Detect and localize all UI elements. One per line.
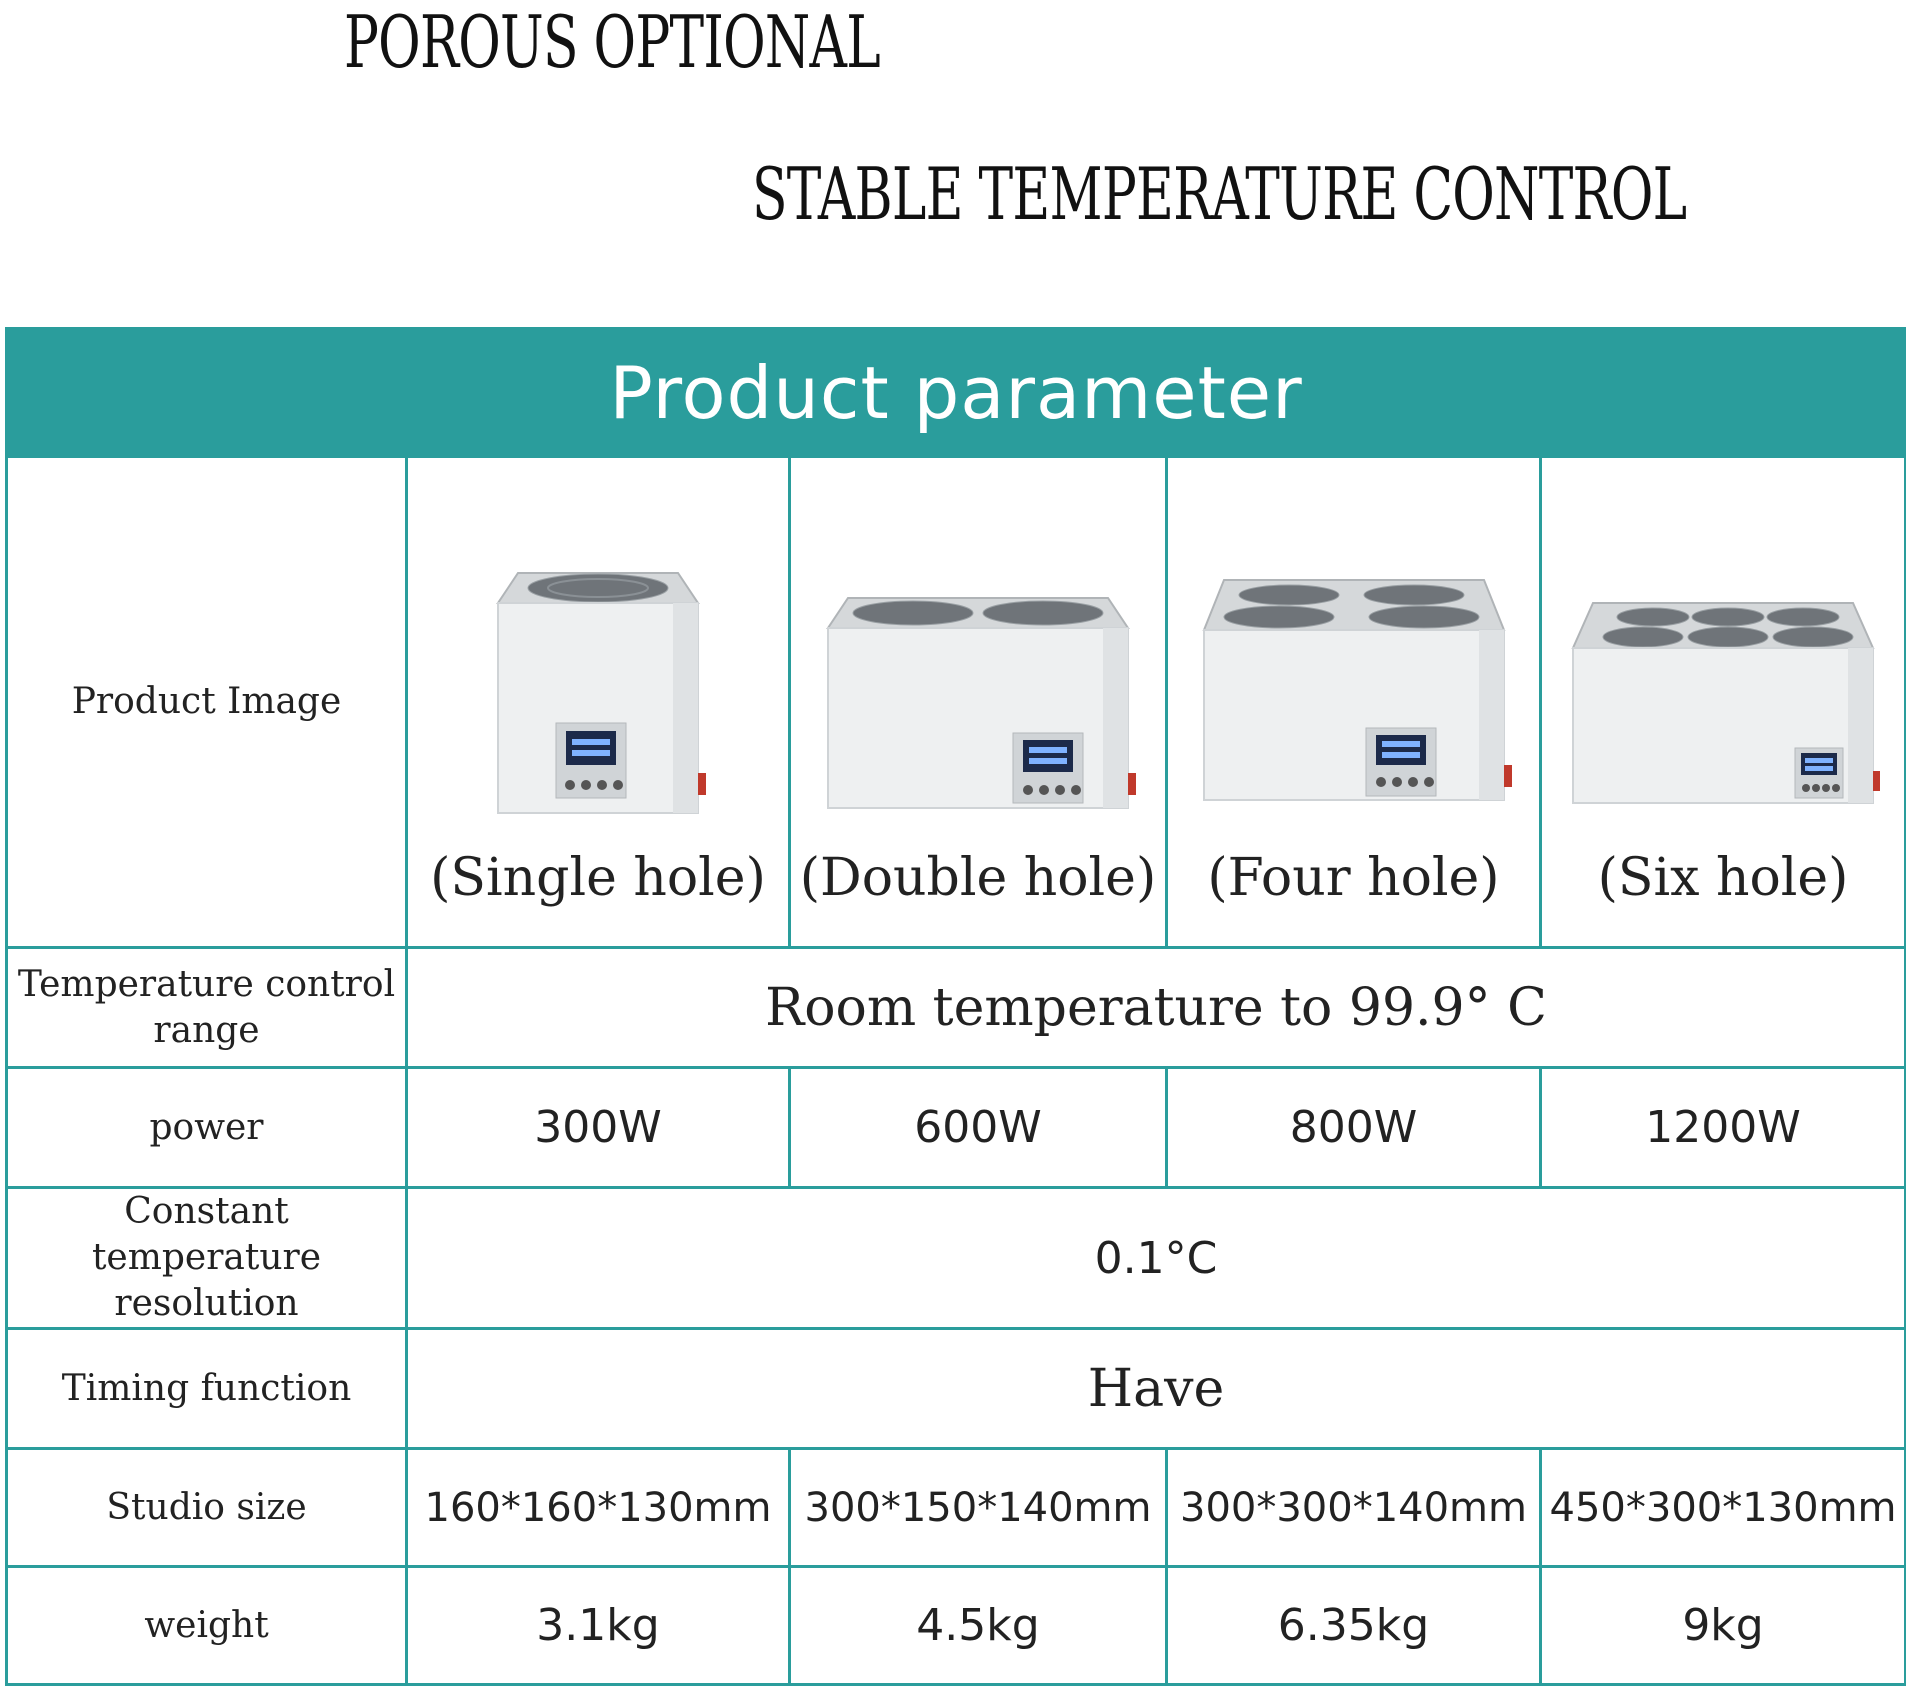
temp-range-label: Temperature control range: [7, 948, 407, 1068]
double-hole-water-bath-image: [818, 588, 1138, 828]
power-value-double: 600W: [790, 1068, 1167, 1188]
product-cell-single: [407, 457, 790, 948]
product-parameter-banner: Product parameter: [7, 329, 1906, 457]
studio-size-row: [7, 1449, 1906, 1567]
product-image-row: [7, 457, 1906, 948]
product-image-label: Product Image: [7, 457, 407, 948]
resolution-row: [7, 1188, 1906, 1329]
caption-single-hole: (Single hole): [430, 848, 766, 908]
weight-value-single: 3.1kg: [407, 1567, 790, 1685]
resolution-label: Constant temperature resolution: [7, 1188, 407, 1329]
weight-value-six: 9kg: [1541, 1567, 1906, 1685]
studio-size-value-double: 300*150*140mm: [790, 1449, 1167, 1567]
weight-row: [7, 1567, 1906, 1685]
six-hole-water-bath-image: [1563, 593, 1883, 823]
timing-row: [7, 1329, 1906, 1449]
caption-double-hole: (Double hole): [799, 848, 1157, 908]
weight-label: weight: [7, 1567, 407, 1685]
banner-row: [7, 329, 1906, 457]
product-cell-double: [790, 457, 1167, 948]
power-value-six: 1200W: [1541, 1068, 1906, 1188]
resolution-value: 0.1°C: [407, 1188, 1906, 1329]
temp-range-value: Room temperature to 99.9° C: [407, 948, 1906, 1068]
product-cell-six: [1541, 457, 1906, 948]
caption-six-hole: (Six hole): [1597, 848, 1849, 908]
studio-size-value-single: 160*160*130mm: [407, 1449, 790, 1567]
product-cell-four: [1167, 457, 1541, 948]
headline-porous-optional: POROUS OPTIONAL: [344, 0, 880, 84]
studio-size-value-four: 300*300*140mm: [1167, 1449, 1541, 1567]
single-hole-water-bath-image: [478, 563, 718, 823]
caption-four-hole: (Four hole): [1207, 848, 1500, 908]
timing-label: Timing function: [7, 1329, 407, 1449]
four-hole-water-bath-image: [1194, 570, 1514, 820]
headline-stable-temperature-control: STABLE TEMPERATURE CONTROL: [752, 152, 1687, 236]
power-value-four: 800W: [1167, 1068, 1541, 1188]
product-parameter-table: [5, 327, 1906, 1686]
power-row: [7, 1068, 1906, 1188]
power-label: power: [7, 1068, 407, 1188]
weight-value-four: 6.35kg: [1167, 1567, 1541, 1685]
studio-size-label: Studio size: [7, 1449, 407, 1567]
studio-size-value-six: 450*300*130mm: [1541, 1449, 1906, 1567]
power-value-single: 300W: [407, 1068, 790, 1188]
temp-range-row: [7, 948, 1906, 1068]
timing-value: Have: [407, 1329, 1906, 1449]
weight-value-double: 4.5kg: [790, 1567, 1167, 1685]
